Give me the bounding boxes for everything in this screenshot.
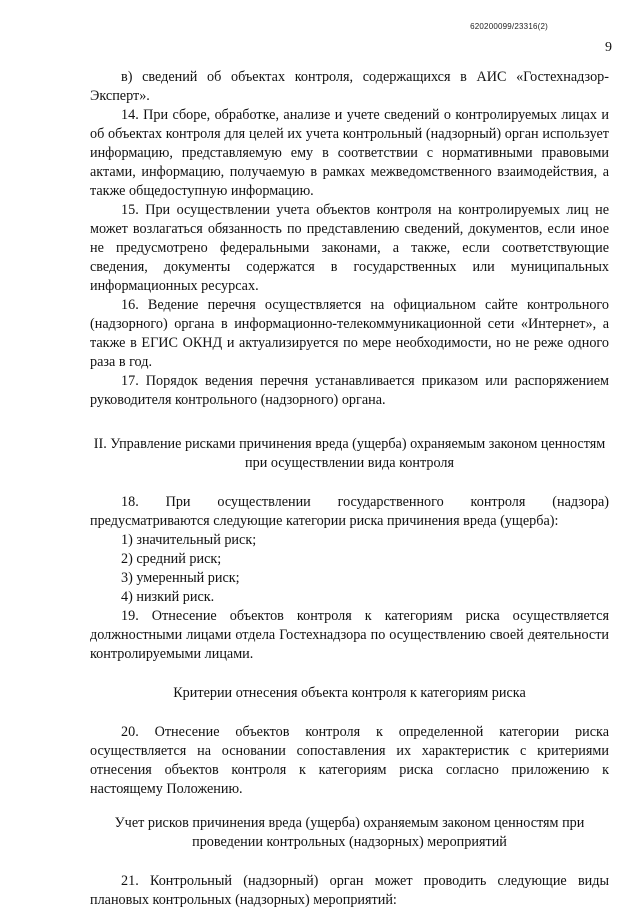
risk-category-item: 1) значительный риск;: [121, 532, 257, 548]
criteria-heading: Критерии отнесения объекта контроля к категориям риска: [173, 685, 526, 701]
risk-category-item: 4) низкий риск.: [121, 589, 215, 605]
paragraph-21: 21. Контрольный (надзорный) орган может проводить следующие виды плановых контрольных (надзорных) мероприятий:: [90, 873, 609, 908]
paragraph-18: 18. При осуществлении государственного контроля (надзора) предусматриваются следующие категории риска причинения вреда (ущерба):: [90, 494, 609, 529]
paragraph-14: 14. При сборе, обработке, анализе и учете сведений о контролируемых лицах и об объектах контроля для целей их учета контрольный (надзорный) орган использует информацию, представляемую ему в соответствии с нормативными правовыми актами, информацию, получаемую в рамках межведомственного взаимодействия, а также общедоступную информацию.: [90, 107, 609, 199]
paragraph-15: 15. При осуществлении учета объектов контроля на контролируемых лиц не может возлагаться обязанность по представлению сведений, документов, если иное не предусмотрено федеральными законами, а также, если соответствующие сведения, документы содержатся в государственных или муниципальных информационных ресурсах.: [90, 202, 609, 294]
paragraph-v: в) сведений об объектах контроля, содержащихся в АИС «Гостехнадзор-Эксперт».: [90, 69, 609, 104]
paragraph-17: 17. Порядок ведения перечня устанавливается приказом или распоряжением руководителя контрольного (надзорного) органа.: [90, 373, 609, 408]
document-body: [90, 68, 609, 910]
risk-category-item: 3) умеренный риск;: [121, 570, 240, 586]
risk-category-item: 2) средний риск;: [121, 551, 222, 567]
paragraph-16: 16. Ведение перечня осуществляется на официальном сайте контрольного (надзорного) органа в информационно-телекоммуникационной сети «Интернет», а также в ЕГИС ОКНД и актуализируется по мере необходимости, но не реже одного раза в год.: [90, 297, 609, 370]
document-id: 620200099/23316(2): [470, 22, 548, 31]
paragraph-19: 19. Отнесение объектов контроля к категориям риска осуществляется должностными лицами отдела Гостехнадзора по осуществлению своей деятельности контролируемыми лицами.: [90, 608, 609, 662]
paragraph-20: 20. Отнесение объектов контроля к определенной категории риска осуществляется на основании сопоставления их характеристик с критериями отнесения объектов контроля к категориям риска согласно приложению к настоящему Положению.: [90, 724, 609, 797]
page-number: 9: [605, 40, 612, 55]
section-2-heading: II. Управление рисками причинения вреда (ущерба) охраняемым законом ценностям при осуществлении вида контроля: [93, 436, 606, 471]
risk-accounting-heading: Учет рисков причинения вреда (ущерба) охраняемым законом ценностям при проведении контрольных (надзорных) мероприятий: [114, 815, 585, 850]
